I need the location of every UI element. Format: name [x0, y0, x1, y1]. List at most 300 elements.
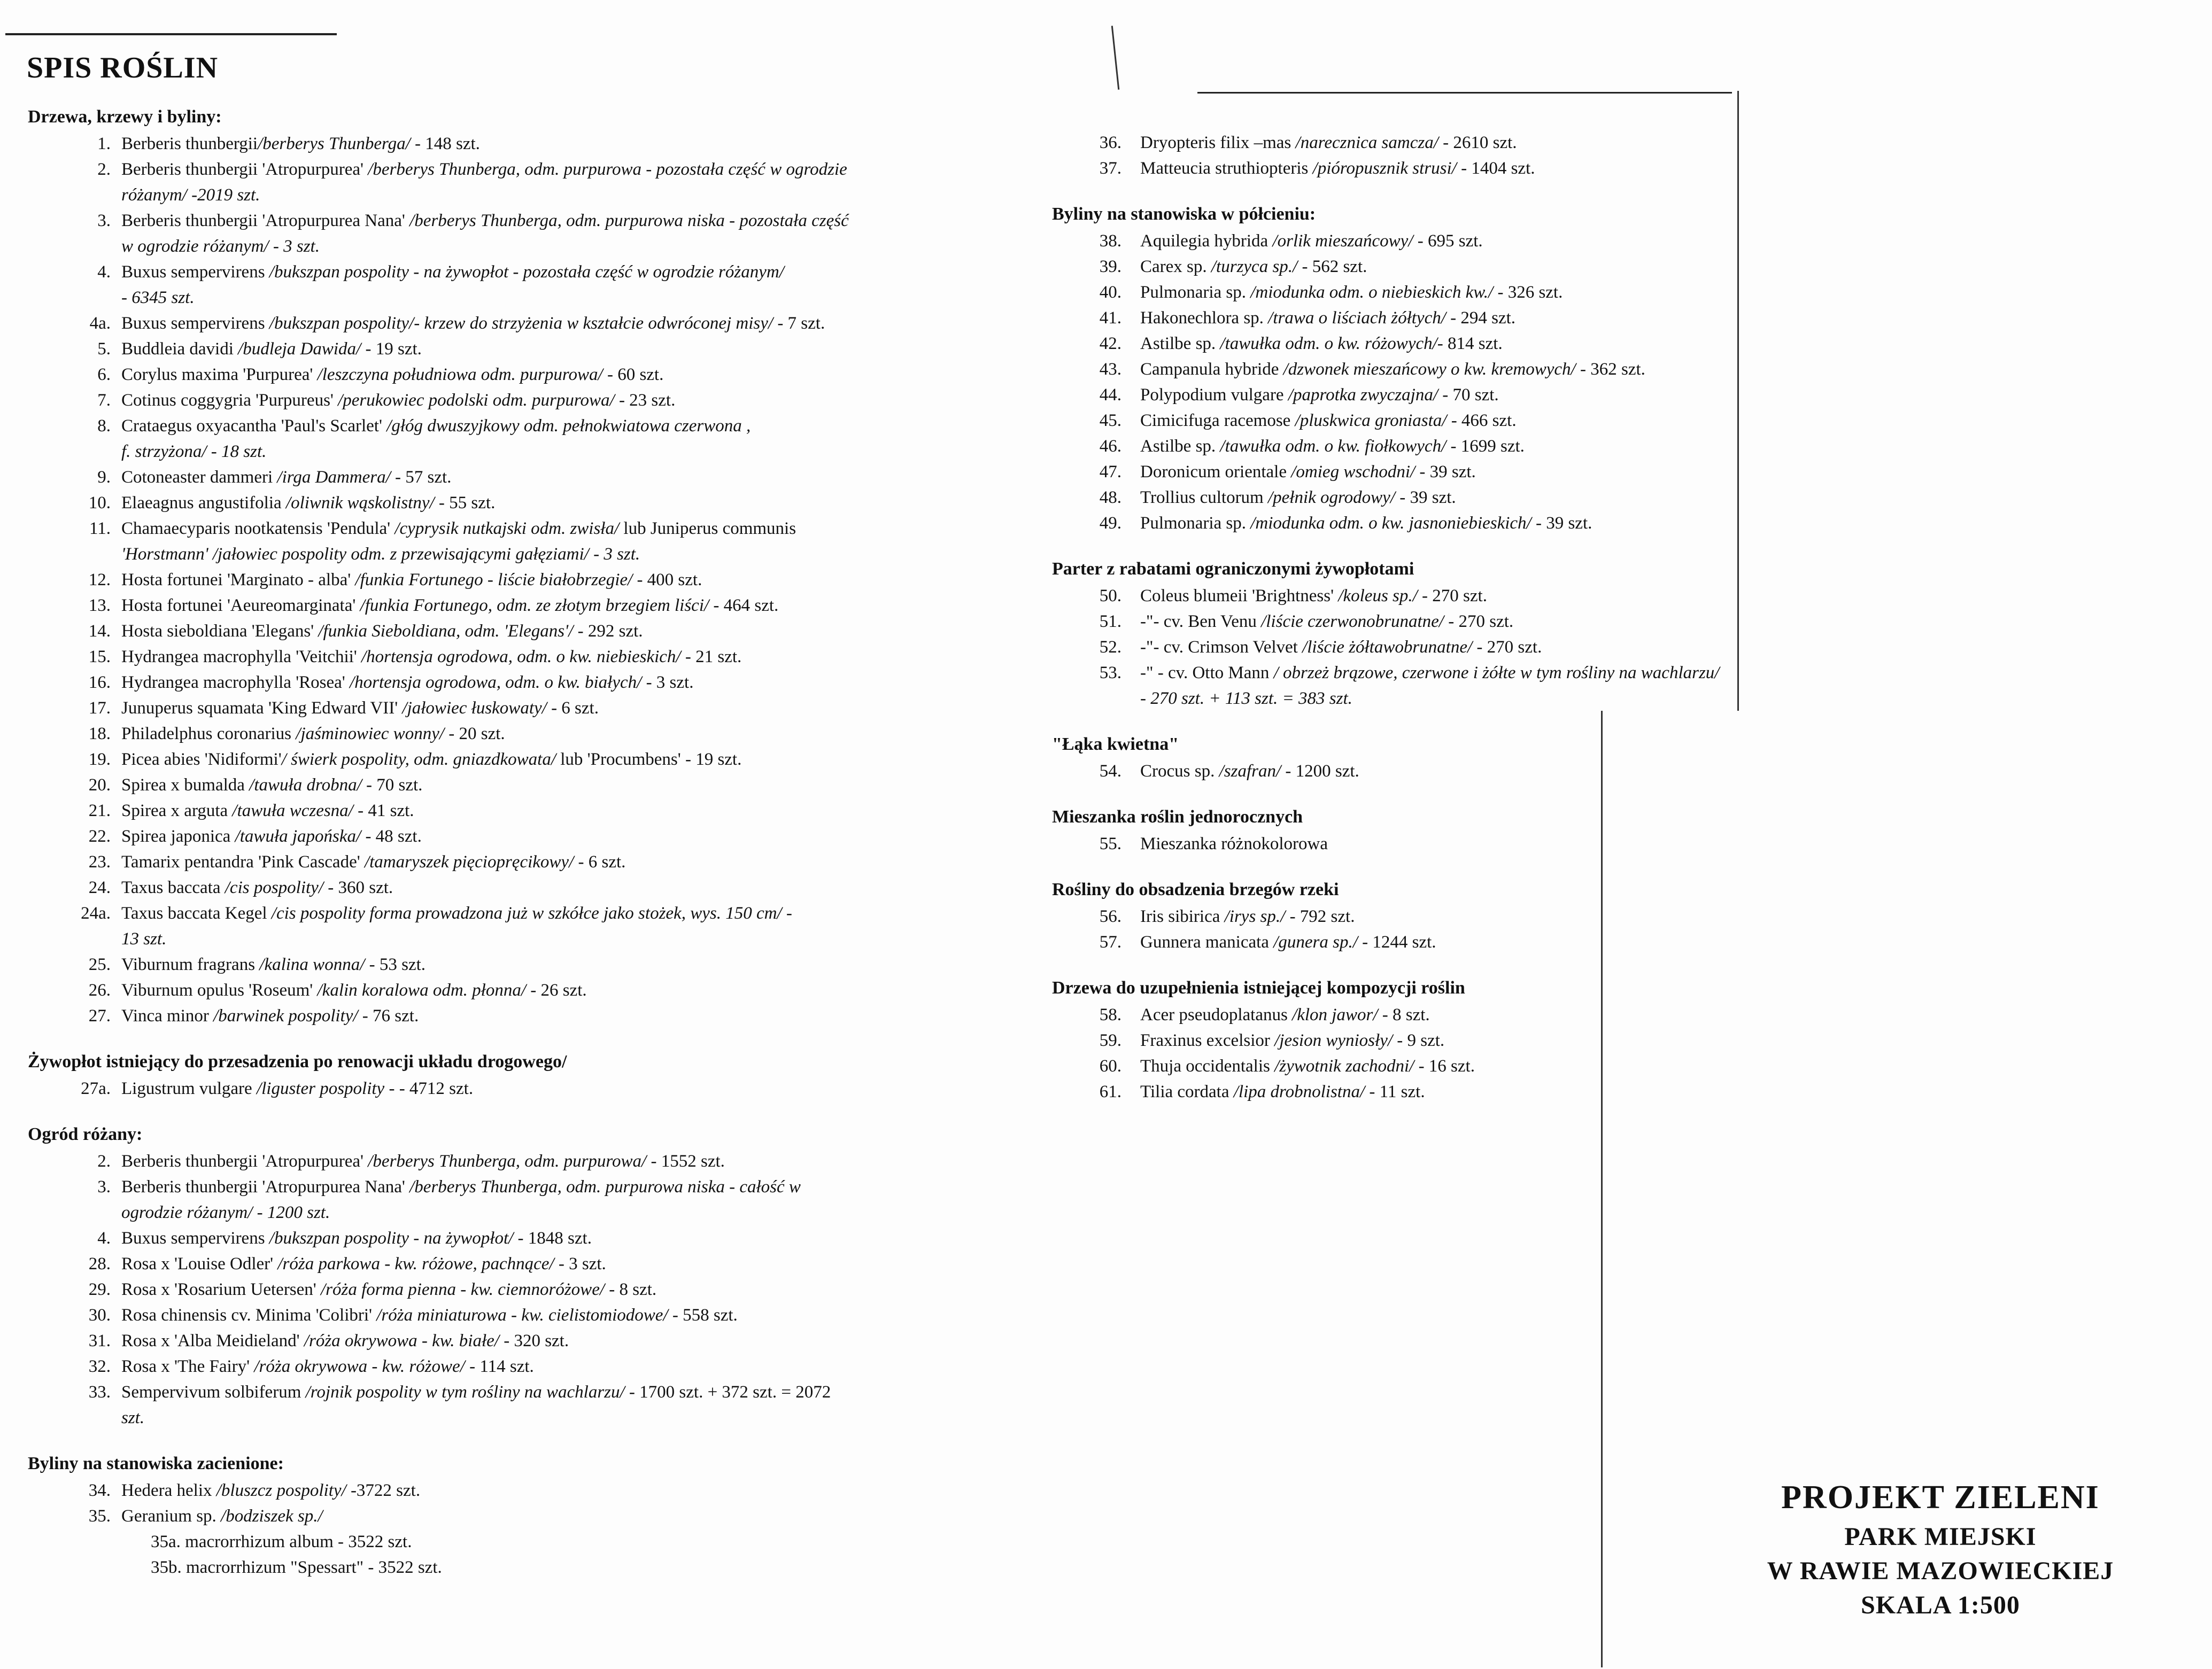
plant-list-item: [1052, 485, 2121, 510]
item-quantity: - 464 szt.: [709, 596, 779, 615]
plant-list-item: [28, 387, 1043, 413]
latin-name: Buxus sempervirens: [121, 262, 265, 282]
latin-name: Polypodium vulgare: [1140, 385, 1284, 405]
plant-list-item: [28, 157, 1043, 208]
polish-name: /hortensja ogrodowa, odm. o kw. białych/: [345, 673, 642, 692]
plant-list-item: [1052, 510, 2121, 536]
item-quantity: - 400 szt.: [632, 570, 702, 589]
item-number: 38.: [1099, 231, 1122, 251]
item-number: 4.: [97, 262, 111, 282]
item-quantity: -: [782, 904, 792, 923]
item-number: 27a.: [81, 1079, 111, 1098]
item-quantity: - 16 szt.: [1414, 1057, 1475, 1076]
sheet-edge-vertical: [1111, 26, 1120, 90]
polish-name: /bukszpan pospolity - na żywopłot - pozostała część w ogrodzie różanym/: [265, 262, 784, 282]
latin-name: Ligustrum vulgare: [121, 1079, 252, 1098]
item-number: 60.: [1099, 1057, 1122, 1076]
item-quantity: - 270 szt.: [1417, 586, 1487, 606]
plant-list-item: [28, 644, 1043, 670]
polish-name: /głóg dwuszyjkowy odm. pełnokwiatowa czerwona ,: [382, 416, 751, 436]
plant-section: [1052, 975, 2121, 1105]
item-number: 52.: [1099, 638, 1122, 657]
plant-list-item: [1052, 1002, 2121, 1028]
plant-list-item: [1052, 929, 2121, 955]
plant-list-item: [28, 362, 1043, 387]
item-number: 55.: [1099, 834, 1122, 853]
latin-name: Acer pseudoplatanus: [1140, 1005, 1288, 1024]
polish-name: /jaśminowiec wonny/: [291, 724, 445, 743]
plant-list-item: [28, 772, 1043, 798]
plant-list-item: [1052, 1053, 2121, 1079]
item-number: 45.: [1099, 411, 1122, 430]
polish-name: /gunera sp./: [1269, 933, 1358, 952]
item-quantity: - 8 szt.: [605, 1280, 657, 1299]
latin-name: Elaeagnus angustifolia: [121, 493, 282, 513]
item-continuation: szt.: [121, 1408, 145, 1427]
latin-name: Viburnum fragrans: [121, 955, 256, 974]
item-quantity: lub Juniperus communis: [619, 519, 796, 538]
item-quantity: - 2610 szt.: [1438, 133, 1517, 152]
item-number: 48.: [1099, 488, 1122, 507]
polish-name: /tawuła drobna/: [244, 775, 362, 795]
item-number: 3.: [97, 211, 111, 230]
latin-name: Rosa x 'The Fairy': [121, 1357, 250, 1376]
latin-name: Corylus maxima 'Purpurea': [121, 365, 313, 384]
plant-list-item: [1052, 904, 2121, 929]
item-number: 5.: [97, 339, 111, 359]
plant-section: [28, 1049, 1043, 1101]
item-number: 29.: [88, 1280, 111, 1299]
polish-name: /irga Dammera/: [273, 468, 391, 487]
item-quantity: - 1848 szt.: [513, 1229, 592, 1248]
item-quantity: - 695 szt.: [1413, 231, 1483, 251]
plant-list-item: [28, 721, 1043, 747]
polish-name: /narecznica samcza/: [1291, 133, 1438, 152]
latin-name: Viburnum opulus 'Roseum': [121, 981, 313, 1000]
plant-list-item: [28, 1225, 1043, 1251]
item-continuation: - 6345 szt.: [121, 288, 195, 307]
item-quantity: - 70 szt.: [1438, 385, 1499, 405]
polish-name: /oliwnik wąskolistny/: [281, 493, 435, 513]
plant-list-item: [1052, 305, 2121, 331]
item-quantity: - 792 szt.: [1285, 907, 1355, 926]
item-number: 24a.: [81, 904, 111, 923]
polish-name: /rojnik pospolity w tym rośliny na wachlarzu/: [301, 1383, 625, 1402]
section-heading: "Łąka kwietna": [1052, 734, 1179, 754]
item-number: 23.: [88, 852, 111, 872]
item-quantity: - 1552 szt.: [646, 1152, 725, 1171]
plant-list-item: [1052, 408, 2121, 433]
latin-name: Rosa x 'Alba Meidieland': [121, 1331, 300, 1350]
item-number: 47.: [1099, 462, 1122, 482]
item-number: 53.: [1099, 663, 1122, 682]
plant-list-item: [1052, 156, 2121, 181]
item-quantity: - 294 szt.: [1445, 308, 1516, 328]
right-column: [1052, 130, 2121, 1105]
project-stamp: [1727, 1475, 2154, 1623]
section-heading: Mieszanka roślin jednorocznych: [1052, 807, 1303, 827]
plant-section: [1052, 130, 2121, 181]
item-number: 49.: [1099, 514, 1122, 533]
latin-name: Spirea x arguta: [121, 801, 228, 820]
item-number: 50.: [1099, 586, 1122, 606]
latin-name: Spirea japonica: [121, 827, 231, 846]
plant-list-item: [28, 259, 1043, 310]
plant-list-item: [1052, 356, 2121, 382]
polish-name: /róża okrywowa - kw. różowe/: [250, 1357, 465, 1376]
plant-list-item: [28, 849, 1043, 875]
item-number: 40.: [1099, 283, 1122, 302]
polish-name: /hortensja ogrodowa, odm. o kw. niebieskich/: [357, 647, 681, 666]
polish-name: /turzyca sp./: [1206, 257, 1298, 276]
item-quantity: - 39 szt.: [1415, 462, 1476, 482]
latin-name: Trollius cultorum: [1140, 488, 1264, 507]
plant-list-item: [28, 695, 1043, 721]
latin-name: Campanula hybride: [1140, 360, 1279, 379]
item-number: 3.: [97, 1177, 111, 1197]
item-continuation: - 270 szt. + 113 szt. = 383 szt.: [1140, 689, 1352, 708]
latin-name: Berberis thunbergii 'Atropurpurea Nana': [121, 1177, 405, 1197]
item-quantity: - 55 szt.: [434, 493, 496, 513]
polish-name: /tawułka odm. o kw. różowych/: [1216, 334, 1437, 353]
sub-item: 35b. macrorrhizum "Spessart" - 3522 szt.: [151, 1558, 442, 1577]
item-number: 37.: [1099, 159, 1122, 178]
latin-name: Hydrangea macrophylla 'Veitchii': [121, 647, 357, 666]
latin-name: -"- cv. Crimson Velvet: [1140, 638, 1298, 657]
item-quantity: - 26 szt.: [526, 981, 587, 1000]
item-quantity: - 1404 szt.: [1456, 159, 1535, 178]
item-number: 39.: [1099, 257, 1122, 276]
latin-name: Buxus sempervirens: [121, 314, 265, 333]
item-quantity: - 23 szt.: [614, 391, 676, 410]
plant-list-item: [28, 593, 1043, 618]
item-quantity: - 53 szt.: [365, 955, 426, 974]
section-heading: Drzewa, krzewy i byliny:: [28, 107, 222, 127]
section-heading: Rośliny do obsadzenia brzegów rzeki: [1052, 880, 1339, 899]
plant-list-item: [1052, 758, 2121, 784]
plant-list-item: [1052, 433, 2121, 459]
polish-name: /lipa drobnolistna/: [1229, 1082, 1365, 1101]
latin-name: Rosa x 'Rosarium Uetersen': [121, 1280, 316, 1299]
polish-name: /bluszcz pospolity/: [212, 1481, 346, 1500]
item-number: 15.: [88, 647, 111, 666]
plant-list-item: [28, 1174, 1043, 1225]
plant-list-item: [28, 875, 1043, 901]
item-quantity: - 6 szt.: [546, 698, 599, 718]
latin-name: Berberis thunbergii: [121, 134, 258, 153]
plant-list-item: [28, 1478, 1043, 1503]
polish-name: /klon jawor/: [1287, 1005, 1378, 1024]
plant-list-item: [1052, 382, 2121, 408]
item-number: 28.: [88, 1254, 111, 1274]
item-number: 61.: [1099, 1082, 1122, 1101]
stamp-line-3: W RAWIE MAZOWIECKIEJ: [1767, 1557, 2114, 1585]
item-number: 44.: [1099, 385, 1122, 405]
item-number: 21.: [88, 801, 111, 820]
item-number: 9.: [97, 468, 111, 487]
polish-name: /leszczyna południowa odm. purpurowa/: [313, 365, 603, 384]
polish-name: /bukszpan pospolity/- krzew do strzyżenia w kształcie odwróconej misy/: [265, 314, 774, 333]
item-number: 1.: [97, 134, 111, 153]
polish-name: /berberys Thunberga/: [258, 134, 411, 153]
plant-list-item: [1052, 634, 2121, 660]
latin-name: Astilbe sp.: [1140, 437, 1216, 456]
item-number: 13.: [88, 596, 111, 615]
item-quantity: - 320 szt.: [499, 1331, 569, 1350]
plant-list-item: [1052, 660, 2121, 711]
polish-name: /miodunka odm. o niebieskich kw./: [1246, 283, 1494, 302]
plant-list-item: [28, 824, 1043, 849]
item-quantity: lub 'Procumbens' - 19 szt.: [556, 750, 742, 769]
item-continuation: f. strzyżona/ - 18 szt.: [121, 442, 267, 461]
plant-list-item: [28, 901, 1043, 952]
item-quantity: - 326 szt.: [1493, 283, 1563, 302]
left-column: [28, 104, 1043, 1580]
item-number: 54.: [1099, 762, 1122, 781]
polish-name: /jałowiec łuskowaty/: [398, 698, 547, 718]
polish-name: /paprotka zwyczajna/: [1283, 385, 1438, 405]
plant-list-item: [1052, 280, 2121, 305]
item-number: 56.: [1099, 907, 1122, 926]
item-continuation: w ogrodzie różanym/ - 3 szt.: [121, 237, 320, 256]
item-quantity: - 360 szt.: [323, 878, 393, 897]
item-quantity: - 270 szt.: [1472, 638, 1542, 657]
polish-name: /pełnik ogrodowy/: [1263, 488, 1395, 507]
polish-name: /liście żółtawobrunatne/: [1297, 638, 1473, 657]
item-quantity: - 292 szt.: [573, 622, 643, 641]
section-heading: Parter z rabatami ograniczonymi żywopłotami: [1052, 559, 1414, 579]
item-quantity: - 466 szt.: [1447, 411, 1517, 430]
item-number: 43.: [1099, 360, 1122, 379]
polish-name: /żywotnik zachodni/: [1270, 1057, 1414, 1076]
latin-name: Berberis thunbergii 'Atropurpurea': [121, 1152, 363, 1171]
latin-name: Fraxinus excelsior: [1140, 1031, 1270, 1050]
plant-list-item: [28, 618, 1043, 644]
item-quantity: - 270 szt.: [1443, 612, 1514, 631]
item-quantity: - 57 szt.: [390, 468, 452, 487]
item-number: 41.: [1099, 308, 1122, 328]
item-number: 11.: [89, 519, 111, 538]
item-quantity: - 3 szt.: [554, 1254, 606, 1274]
plant-list-item: [28, 1277, 1043, 1302]
item-number: 20.: [88, 775, 111, 795]
plant-list-item: [28, 952, 1043, 977]
plant-list-item: [1052, 459, 2121, 485]
item-number: 19.: [88, 750, 111, 769]
item-quantity: - 814 szt.: [1437, 334, 1503, 353]
plant-list-item: [28, 1003, 1043, 1029]
plant-list-item: [28, 567, 1043, 593]
latin-name: Aquilegia hybrida: [1140, 231, 1269, 251]
plant-section: [28, 104, 1043, 1029]
latin-name: Hakonechlora sp.: [1140, 308, 1264, 328]
latin-name: Thuja occidentalis: [1140, 1057, 1270, 1076]
item-continuation: 'Horstmann' /jałowiec pospolity odm. z przewisającymi gałęziami/ - 3 szt.: [121, 545, 640, 564]
polish-name: /omieg wschodni/: [1287, 462, 1416, 482]
item-number: 2.: [97, 1152, 111, 1171]
latin-name: Vinca minor: [121, 1006, 209, 1026]
latin-name: Hosta fortunei 'Marginato - alba': [121, 570, 351, 589]
item-number: 57.: [1099, 933, 1122, 952]
item-number: 36.: [1099, 133, 1122, 152]
polish-name: /pluskwica groniasta/: [1290, 411, 1447, 430]
latin-name: Mieszanka różnokolorowa: [1140, 834, 1328, 853]
item-number: 34.: [88, 1481, 111, 1500]
plant-list-item: [28, 1354, 1043, 1379]
plant-list-item: [28, 1503, 1043, 1529]
item-number: 35.: [88, 1507, 111, 1526]
item-number: 4a.: [89, 314, 111, 333]
plant-list-item: [28, 1148, 1043, 1174]
polish-name: /róża forma pienna - kw. ciemnoróżowe/: [316, 1280, 605, 1299]
plant-list-item: [28, 516, 1043, 567]
polish-name: /tamaryszek pięciopręcikowy/: [360, 852, 574, 872]
plant-list-item: [28, 464, 1043, 490]
polish-name: /bukszpan pospolity - na żywopłot/: [265, 1229, 514, 1248]
plant-list-item: [1052, 331, 2121, 356]
latin-name: Matteucia struthiopteris: [1140, 159, 1309, 178]
item-number: 46.: [1099, 437, 1122, 456]
plant-list-item: [28, 1076, 1043, 1101]
latin-name: Taxus baccata Kegel: [121, 904, 267, 923]
plant-list-item: [28, 670, 1043, 695]
plant-section: [28, 1122, 1043, 1431]
section-heading: Drzewa do uzupełnienia istniejącej kompozycji roślin: [1052, 978, 1465, 998]
item-quantity: - 1244 szt.: [1357, 933, 1436, 952]
item-quantity: - 114 szt.: [465, 1357, 534, 1376]
polish-name: /róża parkowa - kw. różowe, pachnące/: [273, 1254, 554, 1274]
plant-list-item: [28, 336, 1043, 362]
plant-list-item: [28, 208, 1043, 259]
latin-name: Tilia cordata: [1140, 1082, 1229, 1101]
plant-list-item: [1052, 1079, 2121, 1105]
item-quantity: - 9 szt.: [1393, 1031, 1445, 1050]
plant-section: [1052, 201, 2121, 536]
plant-list-item: [1052, 228, 2121, 254]
latin-name: Gunnera manicata: [1140, 933, 1269, 952]
latin-name: Coleus blumeii 'Brightness': [1140, 586, 1334, 606]
item-quantity: - 21 szt.: [680, 647, 742, 666]
latin-name: Hosta fortunei 'Aeureomarginata': [121, 596, 356, 615]
item-quantity: - 7 szt.: [773, 314, 825, 333]
polish-name: /szafran/: [1215, 762, 1281, 781]
latin-name: Cotoneaster dammeri: [121, 468, 273, 487]
latin-name: Junuperus squamata 'King Edward VII': [121, 698, 398, 718]
item-quantity: - 6 szt.: [574, 852, 626, 872]
plant-list-item: [28, 1379, 1043, 1431]
item-quantity: - 76 szt.: [358, 1006, 419, 1026]
polish-name: /berberys Thunberga, odm. purpurowa - pozostała część w ogrodzie: [363, 160, 847, 179]
polish-name: / świerk pospolity, odm. gniazdkowata/: [281, 750, 556, 769]
polish-name: / obrzeż brązowe, czerwone i żółte w tym rośliny na wachlarzu/: [1269, 663, 1720, 682]
plant-list-item: [28, 798, 1043, 824]
item-number: 10.: [88, 493, 111, 513]
top-rule-line-right: [1197, 92, 1732, 94]
polish-name: /tawułka odm. o kw. fiołkowych/: [1216, 437, 1447, 456]
item-number: 32.: [88, 1357, 111, 1376]
section-heading: Ogród różany:: [28, 1124, 143, 1144]
item-quantity: - 39 szt.: [1395, 488, 1456, 507]
plant-list-item: [1052, 1028, 2121, 1053]
item-number: 27.: [88, 1006, 111, 1026]
polish-name: /róża okrywowa - kw. białe/: [299, 1331, 499, 1350]
latin-name: Buddleia davidi: [121, 339, 234, 359]
polish-name: /bodziszek sp./: [216, 1507, 323, 1526]
plant-list-item: [28, 977, 1043, 1003]
item-continuation: ogrodzie różanym/ - 1200 szt.: [121, 1203, 330, 1222]
plant-list-item: [28, 747, 1043, 772]
polish-name: /liguster pospolity: [252, 1079, 385, 1098]
item-quantity: - 148 szt.: [410, 134, 480, 153]
polish-name: /koleus sp./: [1334, 586, 1418, 606]
polish-name: /funkia Fortunego, odm. ze złotym brzegiem liści/: [355, 596, 709, 615]
item-continuation: różanym/ -2019 szt.: [121, 185, 260, 205]
polish-name: /berberys Thunberga, odm. purpurowa/: [363, 1152, 647, 1171]
latin-name: Berberis thunbergii 'Atropurpurea Nana': [121, 211, 405, 230]
stamp-line-4: SKALA 1:500: [1861, 1591, 2020, 1619]
item-number: 33.: [88, 1383, 111, 1402]
polish-name: /barwinek pospolity/: [208, 1006, 358, 1026]
plant-list-item: [1052, 609, 2121, 634]
polish-name: /trawa o liściach żółtych/: [1263, 308, 1446, 328]
latin-name: Philadelphus coronarius: [121, 724, 292, 743]
item-quantity: - 362 szt.: [1575, 360, 1645, 379]
latin-name: Doronicum orientale: [1140, 462, 1287, 482]
item-quantity: - 19 szt.: [361, 339, 422, 359]
item-number: 30.: [88, 1306, 111, 1325]
item-continuation: 13 szt.: [121, 929, 167, 949]
plant-list-item: [1052, 254, 2121, 280]
section-heading: Byliny na stanowiska w półcieniu:: [1052, 204, 1316, 224]
item-number: 17.: [88, 698, 111, 718]
latin-name: Hydrangea macrophylla 'Rosea': [121, 673, 345, 692]
item-quantity: - - 4712 szt.: [384, 1079, 474, 1098]
polish-name: /orlik mieszańcowy/: [1268, 231, 1413, 251]
page-title: SPIS ROŚLIN: [27, 51, 219, 84]
polish-name: /funkia Fortunego - liście białobrzegie/: [351, 570, 633, 589]
latin-name: Crocus sp.: [1140, 762, 1215, 781]
polish-name: /cis pospolity forma prowadzona już w szkółce jako stożek, wys. 150 cm/: [267, 904, 782, 923]
polish-name: /miodunka odm. o kw. jasnoniebieskich/: [1246, 514, 1532, 533]
plant-list-item: [28, 1328, 1043, 1354]
plant-section: [1052, 556, 2121, 711]
latin-name: Dryopteris filix –mas: [1140, 133, 1291, 152]
item-quantity: - 70 szt.: [361, 775, 423, 795]
plant-section: [1052, 804, 2121, 857]
latin-name: Cimicifuga racemose: [1140, 411, 1291, 430]
item-number: 2.: [97, 160, 111, 179]
item-number: 6.: [97, 365, 111, 384]
stamp-line-1: PROJEKT ZIELENI: [1781, 1479, 2100, 1516]
polish-name: /jesion wyniosły/: [1270, 1031, 1393, 1050]
item-quantity: - 11 szt.: [1365, 1082, 1425, 1101]
item-quantity: - 3 szt.: [641, 673, 694, 692]
item-number: 16.: [88, 673, 111, 692]
plant-list-item: [1052, 583, 2121, 609]
polish-name: /funkia Sieboldiana, odm. 'Elegans'/: [314, 622, 574, 641]
plant-list-item: [28, 310, 1043, 336]
polish-name: /perukowiec podolski odm. purpurowa/: [333, 391, 615, 410]
item-number: 22.: [88, 827, 111, 846]
latin-name: Berberis thunbergii 'Atropurpurea': [121, 160, 363, 179]
item-quantity: - 41 szt.: [353, 801, 414, 820]
item-quantity: - 562 szt.: [1297, 257, 1367, 276]
item-quantity: - 20 szt.: [444, 724, 505, 743]
plant-list-item: [28, 131, 1043, 157]
latin-name: Buxus sempervirens: [121, 1229, 265, 1248]
latin-name: Hedera helix: [121, 1481, 212, 1500]
latin-name: Taxus baccata: [121, 878, 221, 897]
